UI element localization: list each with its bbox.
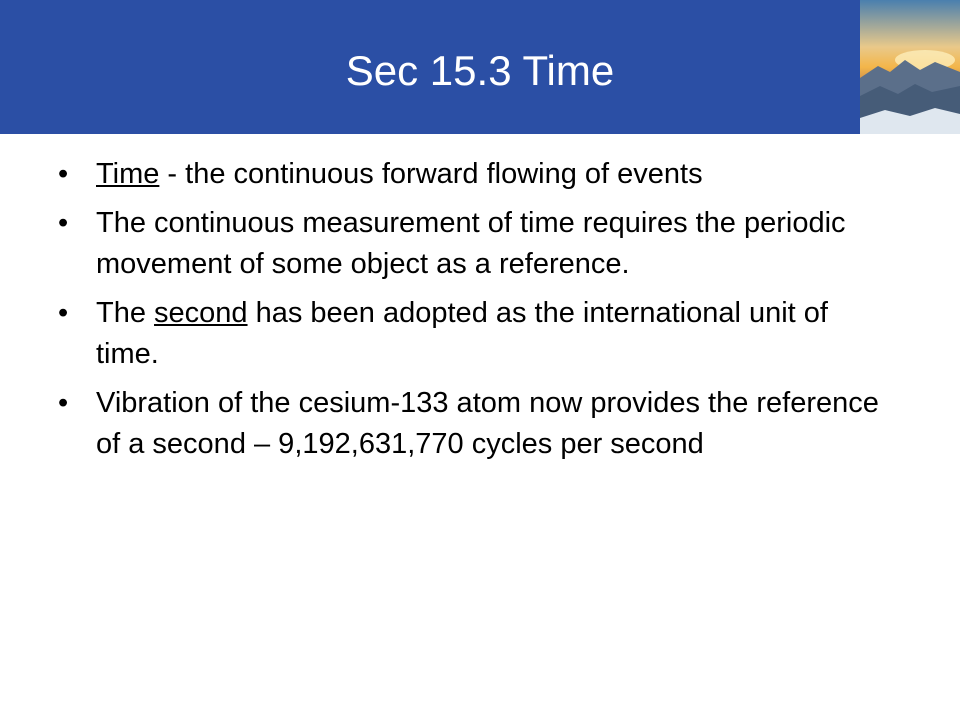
bullet-list [58,154,898,473]
bullet-icon: • [58,207,69,239]
slide-title: Sec 15.3 Time [345,47,615,94]
term-second: second [154,297,248,329]
title-banner [0,0,960,134]
list-item [58,154,898,195]
list-item [58,203,898,285]
bullet-icon: • [58,387,69,419]
term-time: Time [96,158,160,190]
list-item [58,293,898,375]
bullet-text: Vibration of the cesium-133 atom now provides the reference of a second – 9,192,631,770 cycles per second [96,387,879,460]
list-item [58,383,898,465]
bullet-icon: • [58,297,69,329]
bullet-icon: • [58,158,69,190]
bullet-text: - the continuous forward flowing of events [159,158,703,190]
bullet-text: The continuous measurement of time requires the periodic movement of some object as a reference. [96,207,846,280]
bullet-lead: The [96,297,155,329]
bullet-text: has been adopted as the international unit of time. [96,297,828,370]
